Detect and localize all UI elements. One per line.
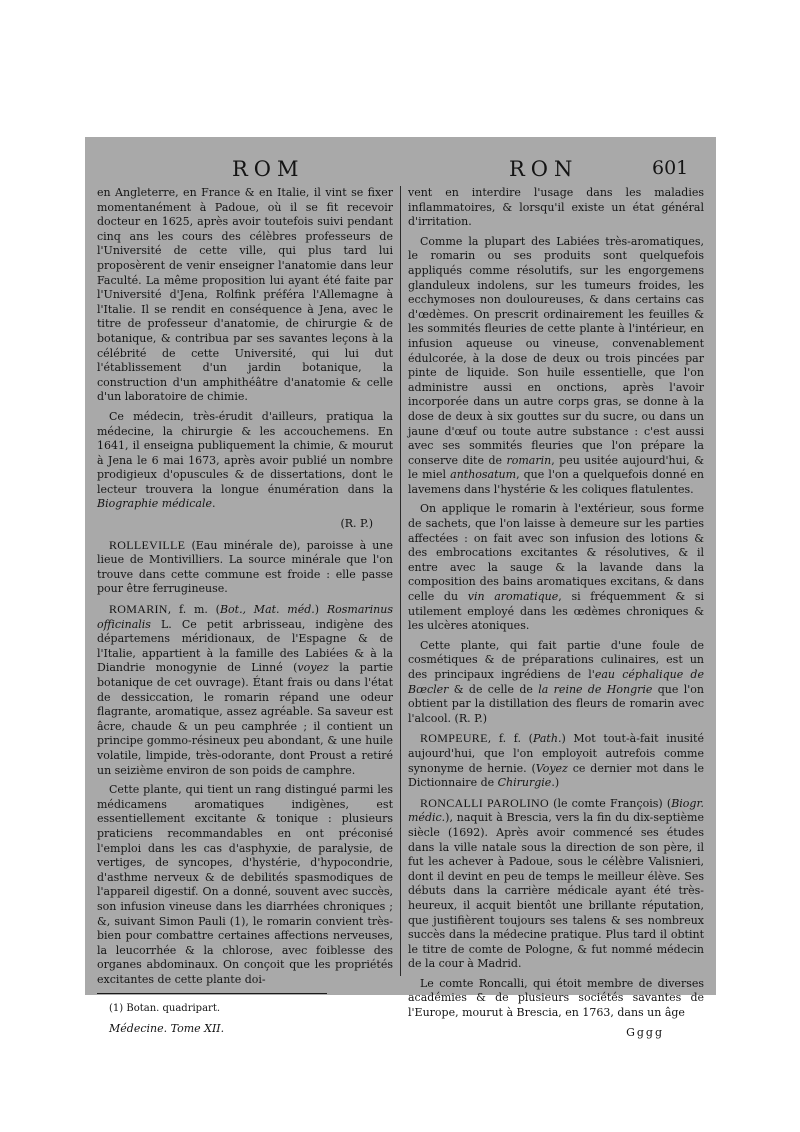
paragraph-plante-usage: Cette plante, qui tient un rang distingué parmi les médicamens aromatiques indigènes, est essentiellement excitante & tonique : plusieurs praticiens recommandables en ont préconisé l'emploi dans les cas d'asphyxie, de paralysie, de vertiges, de syncopes, d'hystérie, d'hypocondrie, d'asthme nerveux & de debilités spasmodiques de l'appareil digestif. On a donné, souvent avec succès, son infusion vineuse dans les diarrhées chroniques ; &, suivant Simon Pauli (1), le romarin convient très-bien pour combattre certaines affections nerveuses, la leucorrhée & la chlorose, avec foiblesse des organes abdominaux. On conçoit que les propriétés excitantes de cette plante doi- [97,783,393,986]
paragraph-rolfink-bio: en Angleterre, en France & en Italie, il vint se fixer momentanément à Padoue, où il se fit recevoir docteur en 1625, après avoir toutefois suivi pendant cinq ans les cours des célèbres professeurs de l'Université de cette ville, qui plus tard lui proposèrent de venir enseigner l'anatomie dans leur Faculté. La même proposition lui ayant été faite par l'Université d'Jena, Rolfink préféra l'Allemagne à l'Italie. Il se rendit en conséquence à Jena, avec le titre de professeur d'anatomie, de chirurgie & de botanique, & contribua par ses savantes leçons à la célébrité de cette Université, qui lui dut l'établissement d'un jardin botanique, la construction d'un amphithéâtre d'anatomie & celle d'un laboratoire de chimie. [97,186,393,404]
entry-roncalli: RONCALLI PAROLINO (le comte François) (Biogr. médic.), naquit à Brescia, vers la fin du dix-septième siècle (1692). Après avoir commencé ses études dans la ville natale sous la direction de son père, il fut les achever à Padoue, sous le célèbre Valisnieri, dont il devint en peu de temps le meilleur élève. Ses débuts dans la carrière médicale ayant été très-heureux, il acquit bientôt une brillante réputation, que justifièrent toujours ses talens & ses nombreux succès dans la médecine pratique. Plus tard il obtint le titre de comte de Pologne, & fut nommé médecin de la cour à Madrid. [408,795,704,971]
footnote: (1) Botan. quadripart. [109,1003,221,1015]
author-signature: (R. P.) [340,517,373,531]
volume-signature: Médecine. Tome XII. [109,1022,225,1036]
entry-rompeure: ROMPEURE, f. f. (Path.) Mot tout-à-fait inusité aujourd'hui, que l'on employoit autrefois comme synonyme de hernie. (Voyez ce dernier mot dans le Dictionnaire de Chirurgie.) [408,731,704,790]
entry-heading: RONCALLI PAROLINO [420,795,549,810]
paragraph-internal-use: Comme la plupart des Labiées très-aromatiques, le romarin ou ses produits sont quelquefois appliqués comme résolutifs, sur les engorgemens glanduleux indolens, sur les tumeurs froides, les ecchymoses non douloureuses, & dans certains cas d'œdèmes. On prescrit ordinairement les feuilles & les sommités fleuries de cette plante à l'intérieur, en infusion aqueuse ou vineuse, convenablement édulcorée, à la dose de deux ou trois pincées par pinte de liquide. Son huile essentielle, que l'on administre aussi en onctions, après l'avoir incorporée dans un autre corps gras, se donne à la dose de deux à six gouttes sur du sucre, ou dans un jaune d'œuf ou toute autre substance : c'est aussi avec ses sommités fleuries que l'on prépare la conserve dite de romarin, peu usitée aujourd'hui, & le miel anthosatum, que l'on a quelquefois donné en lavemens dans l'hystérie & les coliques flatulentes. [408,234,704,496]
column-divider [400,186,401,976]
paragraph-external-use: On applique le romarin à l'extérieur, sous forme de sachets, que l'on laisse à demeure sur les parties affectées : on fait avec son infusion des lotions & des embrocations excitantes & résolutives, & il entre avec la sauge & la lavande dans la composition des bains aromatiques excitans, & dans celle du vin aromatique, si fréquemment & si utilement employé dans les œdèmes chroniques & les ulcères atoniques. [408,502,704,633]
paragraph-contraindication: vent en interdire l'usage dans les maladies inflammatoires, & lorsqu'il existe un état général d'irritation. [408,186,704,229]
entry-rolleville: ROLLEVILLE (Eau minérale de), paroisse à une lieue de Montivilliers. La source minérale que l'on trouve dans cette commune est froide : elle passe pour être ferrugineuse. [97,537,393,596]
running-head-left: ROM [232,157,305,181]
right-column [408,186,704,1045]
paragraph-cosmetics: Cette plante, qui fait partie d'une foule de cosmétiques & de préparations culinaires, est un des principaux ingrédiens de l'eau céphalique de Bœcler & de celle de la reine de Hongrie que l'on obtient par la distillation des fleurs de romarin avec l'alcool. (R. P.) [408,638,704,725]
running-head-right: RON [509,157,579,181]
entry-heading: ROLLEVILLE [109,537,186,552]
page-number: 601 [652,157,689,179]
paragraph-rolfink-work: Ce médecin, très-érudit d'ailleurs, pratiqua la médecine, la chirurgie & les accouchemens. En 1641, il enseigna publiquement la chimie, & mourut à Jena le 6 mai 1673, après avoir publié un nombre prodigieux d'opuscules & de dissertations, dont le lecteur trouvera la longue énumération dans la Biographie médicale. [97,409,393,511]
left-column [97,186,393,1042]
entry-heading: ROMARIN [109,602,168,617]
printer-signature: Gggg [626,1025,664,1039]
entry-heading: ROMPEURE [420,731,488,746]
scanned-page [85,137,716,1039]
footnote-rule [97,993,327,994]
paragraph-roncalli-death: Le comte Roncalli, qui étoit membre de diverses académies & de plusieurs sociétés savantes de l'Europe, mourut à Brescia, en 1763, dans un âge [408,976,704,1020]
entry-romarin: ROMARIN, f. m. (Bot., Mat. méd.) Rosmarinus officinalis L. Ce petit arbrisseau, indigène des départemens méridionaux, de l'Espagne & de l'Italie, appartient à la famille des Labiées & à la Diandrie monogynie de Linné (voyez la partie botanique de cet ouvrage). Étant frais ou dans l'état de dessiccation, le romarin répand une odeur flagrante, aromatique, assez agréable. Sa saveur est âcre, chaude & un peu camphrée ; il contient un principe gommo-résineux peu abondant, & une huile volatile, limpide, très-odorante, dont Proust a retiré un seizième environ de son poids de camphre. [97,602,393,777]
